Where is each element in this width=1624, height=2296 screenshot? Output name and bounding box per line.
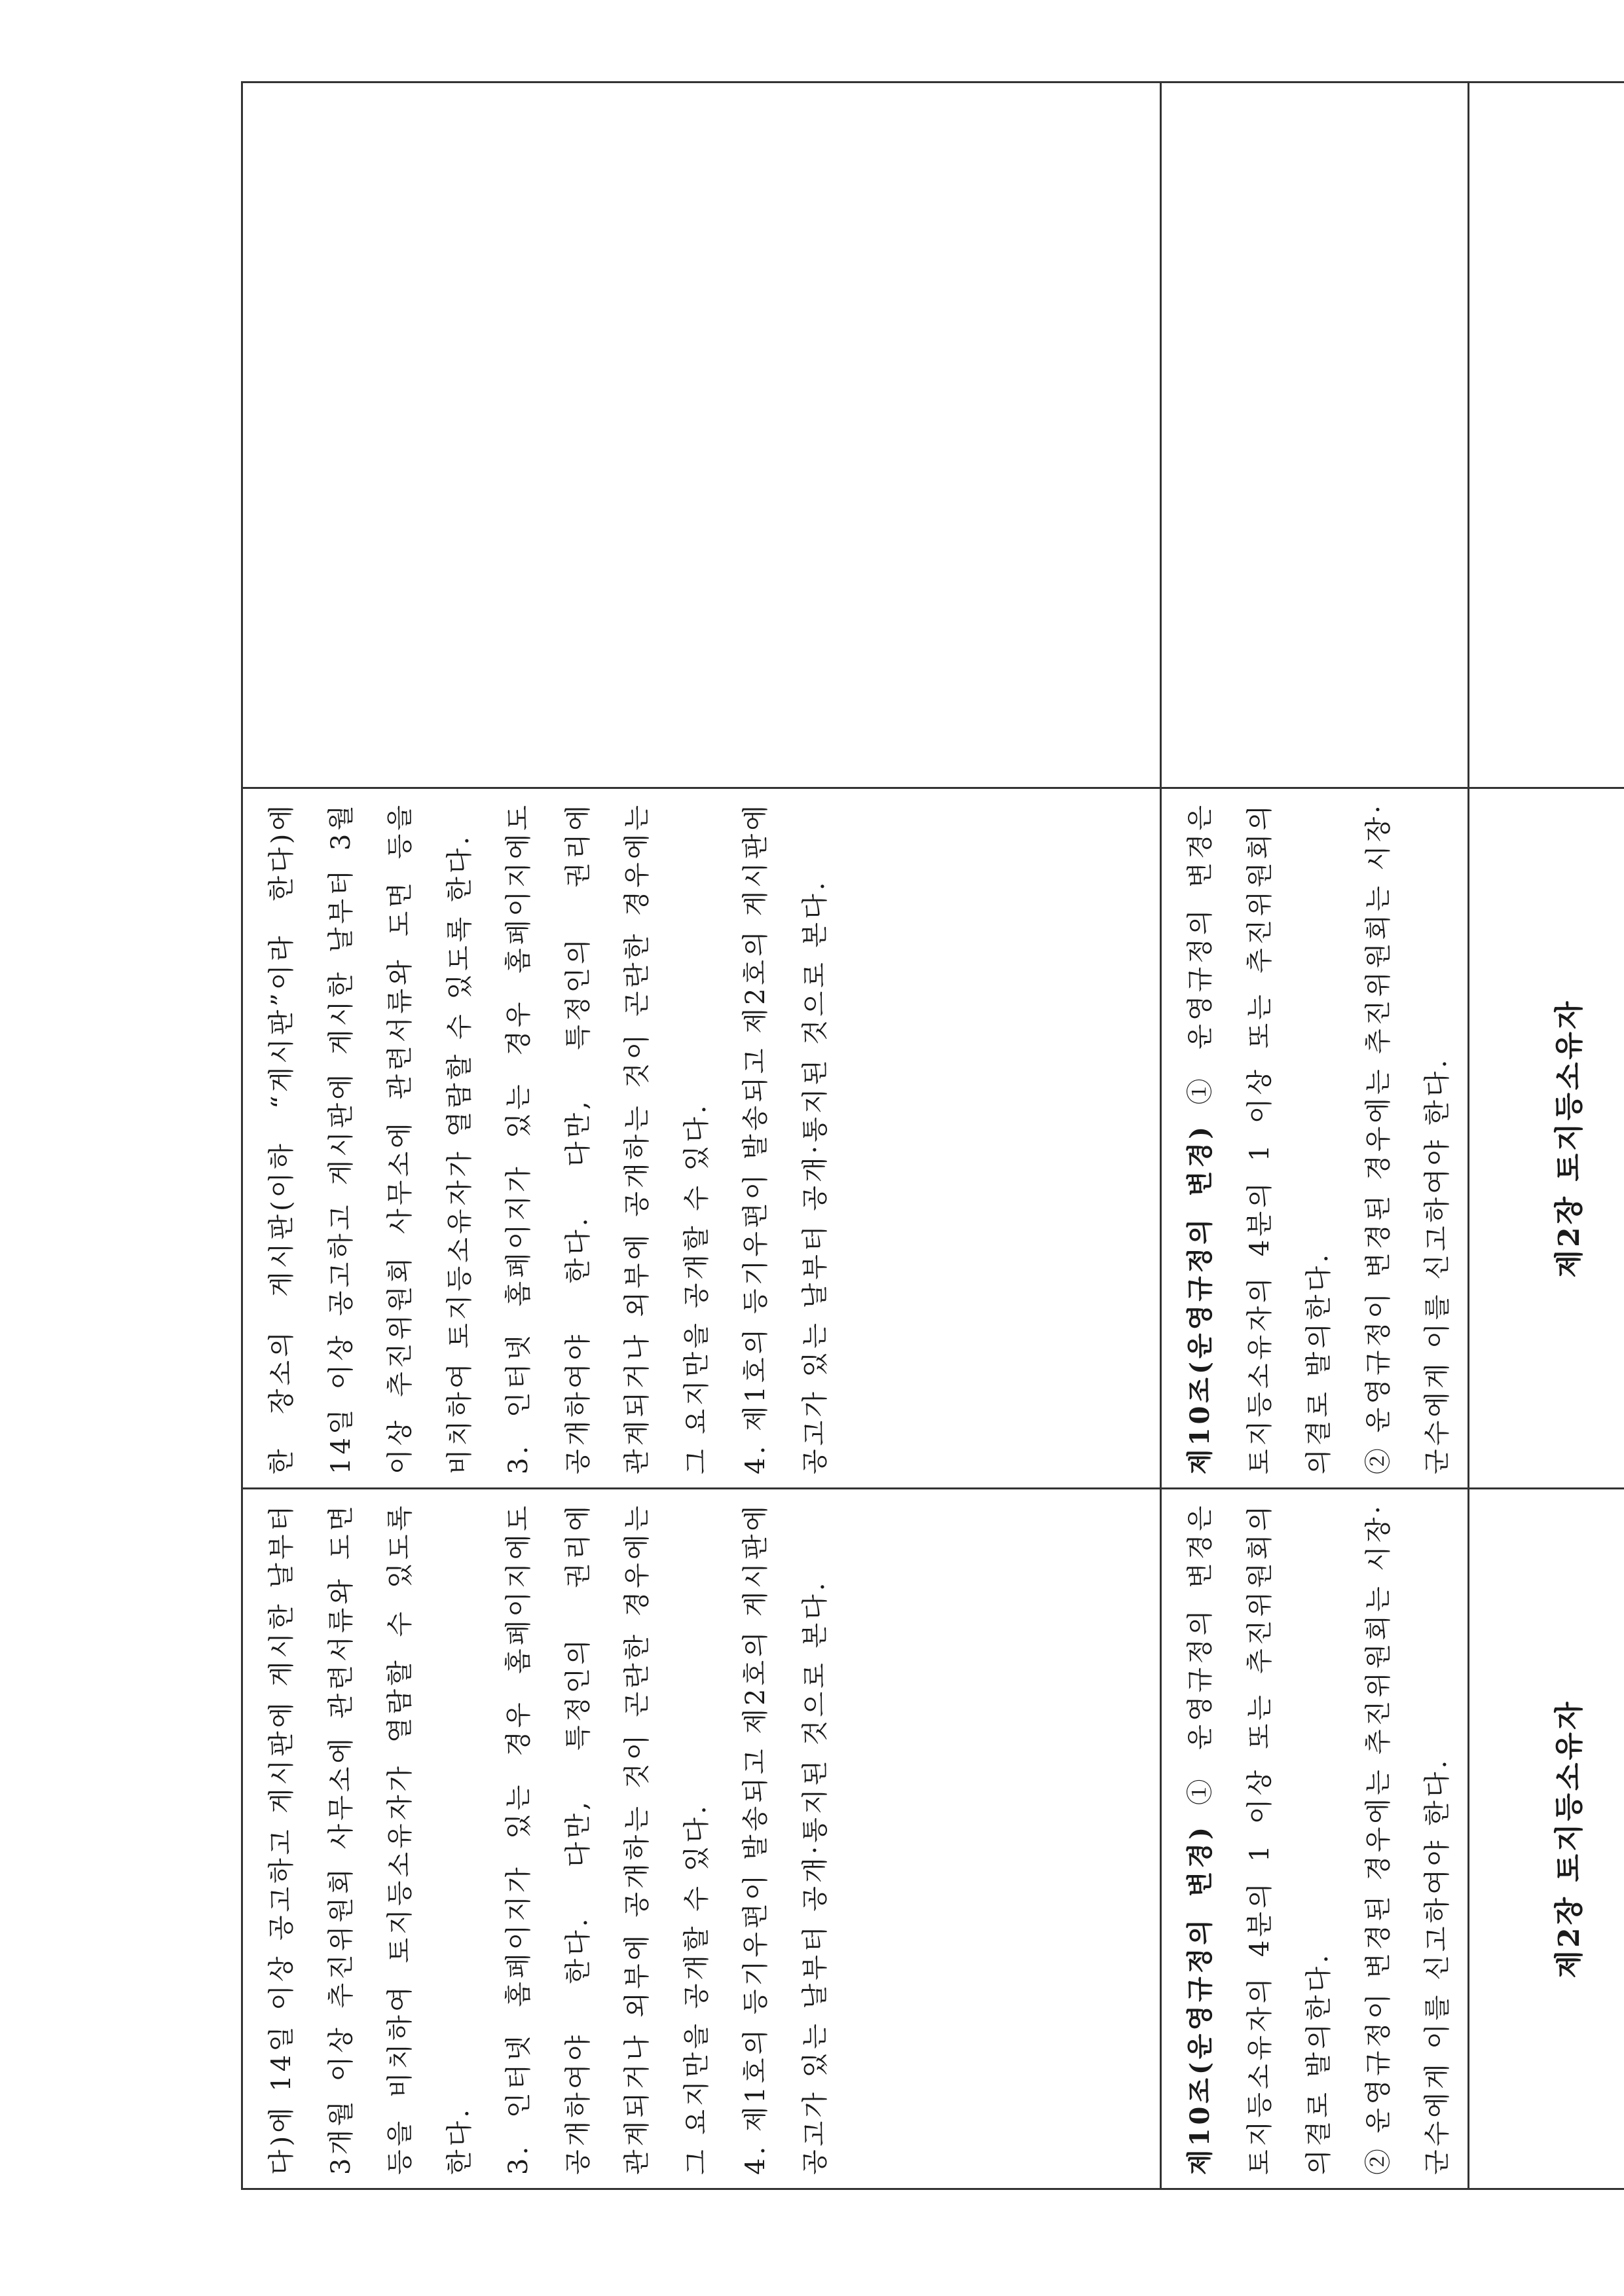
table-row [1161, 82, 1469, 2189]
middle-article-cell [1161, 788, 1469, 1489]
left-article-1 [1171, 1503, 1349, 2175]
left-article-title: 제10조(운영규정의 변경) [1185, 1823, 1215, 2175]
middle-chapter-heading: 제2장 토지등소유자 [1468, 788, 1624, 1489]
right-empty-cell-2 [1161, 82, 1469, 788]
left-cell [242, 1489, 1161, 2189]
table-row [1468, 82, 1624, 2189]
comparison-table [241, 81, 1624, 2190]
left-article-cell [1161, 1489, 1469, 2189]
left-chapter-heading: 제2장 토지등소유자 [1468, 1489, 1624, 2189]
table-row [242, 82, 1161, 2189]
middle-article-item-2: ② 운영규정이 변경된 경우에는 추진위원회는 시장·군수에게 이를 신고하여야 한다. [1363, 802, 1452, 1474]
middle-article-item-1: ① 운영규정의 변경은 토지등소유자의 4분의 1 이상 또는 추진위원회의 의결로 발의한다. [1185, 802, 1334, 1474]
left-article-item-2: ② 운영규정이 변경된 경우에는 추진위원회는 시장·군수에게 이를 신고하여야 한다. [1363, 1503, 1452, 2175]
left-article-item-1: ① 운영규정의 변경은 토지등소유자의 4분의 1 이상 또는 추진위원회의 의결로 발의한다. [1185, 1503, 1334, 2175]
rotated-page [241, 83, 1586, 2190]
middle-article-title: 제10조(운영규정의 변경) [1185, 1123, 1215, 1474]
middle-cell [242, 788, 1161, 1489]
middle-paragraph-2: 3. 인터넷 홈페이지가 있는 경우 홈페이지에도 공개하여야 한다. 다만, 특정인의 권리에 관계되거나 외부에 공개하는 것이 곤란한 경우에는 그 요지만을 공개할 수 있다. [504, 802, 712, 1474]
middle-paragraph-3: 4. 제1호의 등기우편이 발송되고 제2호의 게시판에 공고가 있는 날부터 공개·통지된 것으로 본다. [741, 802, 830, 1474]
right-empty-cell [242, 82, 1161, 788]
middle-article-1 [1171, 802, 1349, 1474]
right-empty-cell-3 [1468, 82, 1624, 788]
middle-paragraph-1: 한 장소의 게시판(이하 “게시판”이라 한다)에 14일 이상 공고하고 게시판에 게시한 날부터 3월 이상 추진위원회 사무소에 관련서류와 도면 등을 비치하여 토지등소유자가 열람할 수 있도록 한다. [267, 802, 475, 1474]
left-paragraph-3: 4. 제1호의 등기우편이 발송되고 제2호의 게시판에 공고가 있는 날부터 공개·통지된 것으로 본다. [741, 1503, 830, 2175]
left-paragraph-2: 3. 인터넷 홈페이지가 있는 경우 홈페이지에도 공개하여야 한다. 다만, 특정인의 권리에 관계되거나 외부에 공개하는 것이 곤란한 경우에는 그 요지만을 공개할 수 있다. [504, 1503, 712, 2175]
left-paragraph-1: 다)에 14일 이상 공고하고 게시판에 게시한 날부터 3개월 이상 추진위원회 사무소에 관련서류와 도면 등을 비치하여 토지등소유자가 열람할 수 있도록 한다. [267, 1503, 475, 2175]
